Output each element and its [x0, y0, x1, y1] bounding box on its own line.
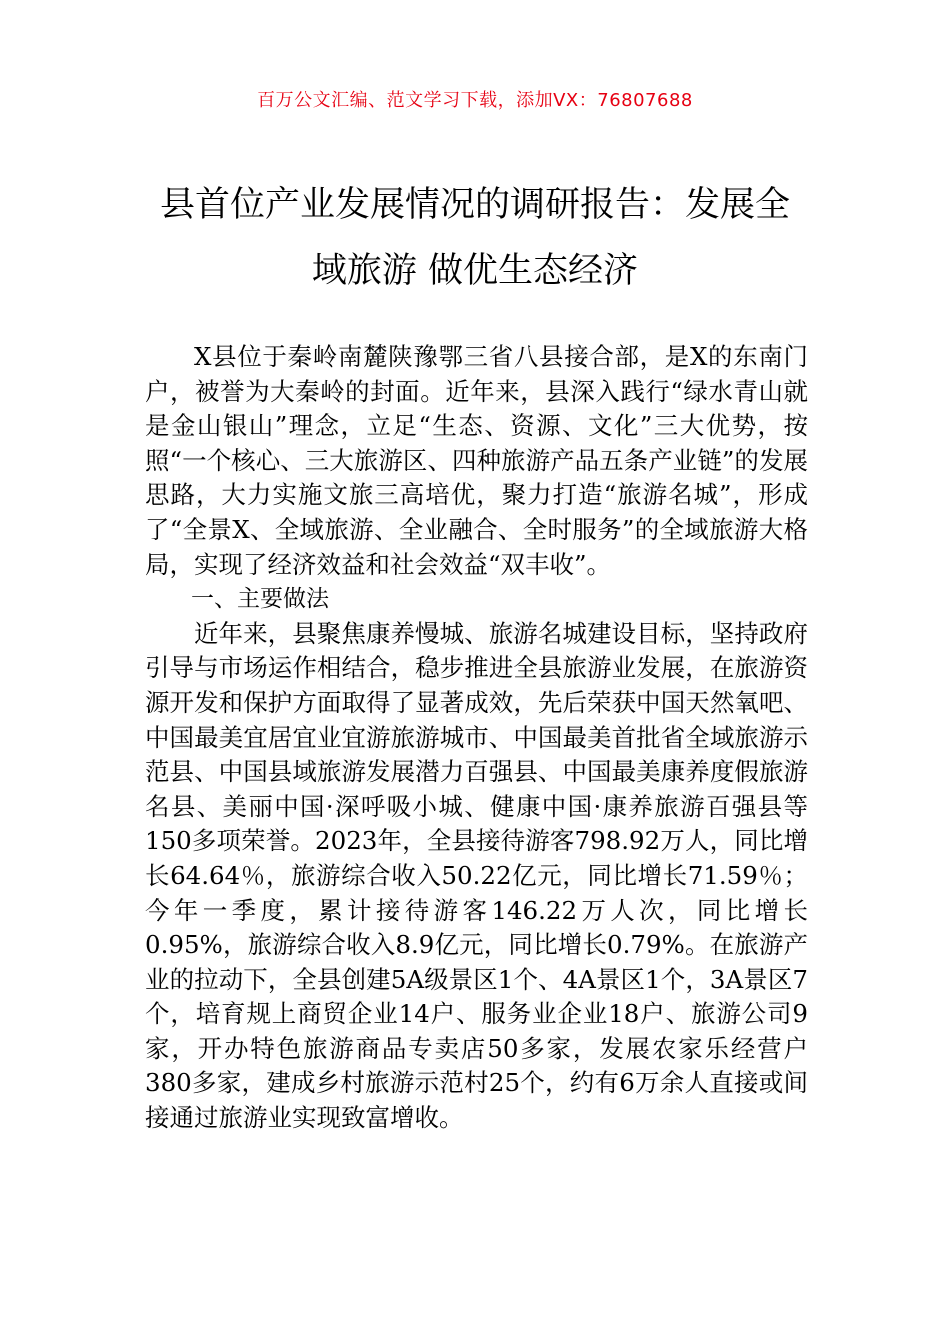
- document-body: [145, 340, 808, 1136]
- section-heading-main-practices: 一、主要做法: [191, 586, 329, 613]
- title-line-2: 域旅游 做优生态经济: [311, 251, 639, 291]
- header-watermark-note: 百万公文汇编、范文学习下载，添加VX：76807688: [257, 90, 693, 111]
- body-paragraph: 近年来，县聚焦康养慢城、旅游名城建设目标，坚持政府引导与市场运作相结合，稳步推进全县旅游业发展，在旅游资源开发和保护方面取得了显著成效，先后荣获中国天然氧吧、中国最美宜居宜业宜游旅游城市、中国最美首批省全域旅游示范县、中国县域旅游发展潜力百强县、中国最美康养度假旅游名县、美丽中国·深呼吸小城、健康中国·康养旅游百强县等150多项荣誉。2023年，全县接待游客798.92万人，同比增长64.64％，旅游综合收入50.22亿元，同比增长71.59％；今年一季度，累计接待游客146.22万人次，同比增长0.95%，旅游综合收入8.9亿元，同比增长0.79%。在旅游产业的拉动下，全县创建5A级景区1个、4A景区1个，3A景区7个，培育规上商贸企业14户、服务业企业18户、旅游公司9家，开办特色旅游商品专卖店50多家，发展农家乐经营户380多家，建成乡村旅游示范村25个，约有6万余人直接或间接通过旅游业实现致富增收。: [145, 618, 808, 1133]
- document-title: [130, 172, 820, 304]
- intro-paragraph: X县位于秦岭南麓陕豫鄂三省八县接合部，是X的东南门户，被誉为大秦岭的封面。近年来，县深入践行“绿水青山就是金山银山”理念，立足“生态、资源、文化”三大优势，按照“一个核心、三大旅游区、四种旅游产品五条产业链”的发展思路，大力实施文旅三高培优，聚力打造“旅游名城”，形成了“全景X、全域旅游、全业融合、全时服务”的全域旅游大格局，实现了经济效益和社会效益“双丰收”。: [145, 342, 808, 579]
- title-line-1: 县首位产业发展情况的调研报告：发展全: [159, 185, 790, 225]
